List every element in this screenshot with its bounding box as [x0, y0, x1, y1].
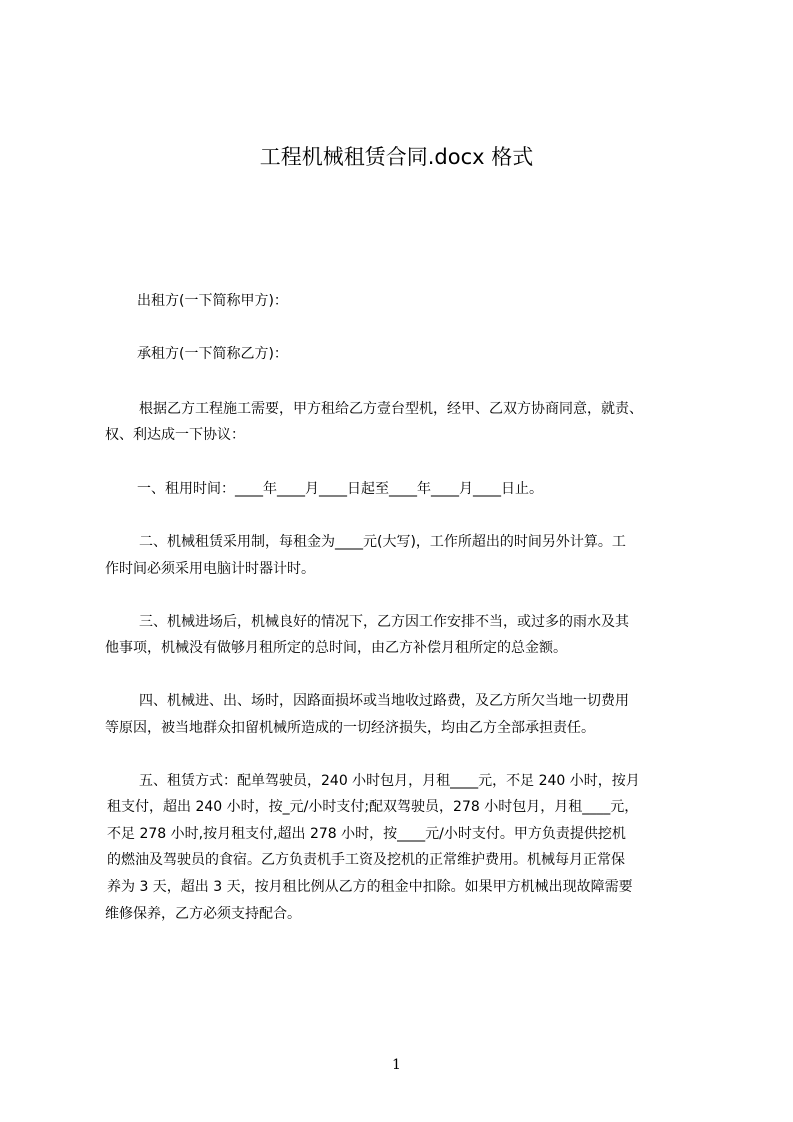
clause-rent-line-2: 作时间必须采用电脑计时器计时。 [105, 561, 315, 577]
clause-rent-line-1: 二、机械租赁采用制，每租金为____元(大写)，工作所超出的时间另外计算。工 [139, 534, 626, 550]
document-title: 工程机械租赁合同.docx 格式 [259, 145, 534, 169]
clause-term-line-1: 一、租用时间：____年____月____日起至____年____月____日止。 [137, 481, 543, 497]
clause-loss-line-2: 等原因，被当地群众扣留机械所造成的一切经济损失，均由乙方全部承担责任。 [105, 720, 595, 736]
lessor-line: 出租方(一下简称甲方)： [137, 293, 288, 309]
clause-mode-line-6: 维修保养，乙方必须支持配合。 [105, 906, 301, 922]
clause-mode-line-5: 养为 3 天，超出 3 天，按月租比例从乙方的租金中扣除。如果甲方机械出现故障需要 [107, 879, 633, 895]
intro-paragraph-line-1: 根据乙方工程施工需要，甲方租给乙方壹台型机，经甲、乙双方协商同意，就责、 [139, 401, 643, 417]
clause-mode-line-1: 五、租赁方式：配单驾驶员，240 小时包月，月租____元，不足 240 小时，按月 [139, 773, 640, 789]
clause-mode-line-3: 不足 278 小时,按月租支付,超出 278 小时，按____元/小时支付。甲方负责提供挖机 [107, 826, 626, 842]
page-number: 1 [392, 1057, 401, 1073]
clause-loss-line-1: 四、机械进、出、场时，因路面损坏或当地收过路费，及乙方所欠当地一切费用 [139, 693, 629, 709]
clause-entry-line-2: 他事项，机械没有做够月租所定的总时间，由乙方补偿月租所定的总金额。 [105, 640, 567, 656]
clause-entry-line-1: 三、机械进场后，机械良好的情况下，乙方因工作安排不当，或过多的雨水及其 [139, 614, 629, 630]
clause-mode-line-2: 租支付，超出 240 小时，按_元/小时支付;配双驾驶员，278 小时包月，月租____元， [107, 799, 639, 815]
intro-paragraph-line-2: 权、利达成一下协议： [105, 427, 245, 443]
clause-mode-line-4: 的燃油及驾驶员的食宿。乙方负责机手工资及挖机的正常维护费用。机械每月正常保 [107, 852, 625, 868]
lessee-line: 承租方(一下简称乙方)： [137, 346, 288, 362]
